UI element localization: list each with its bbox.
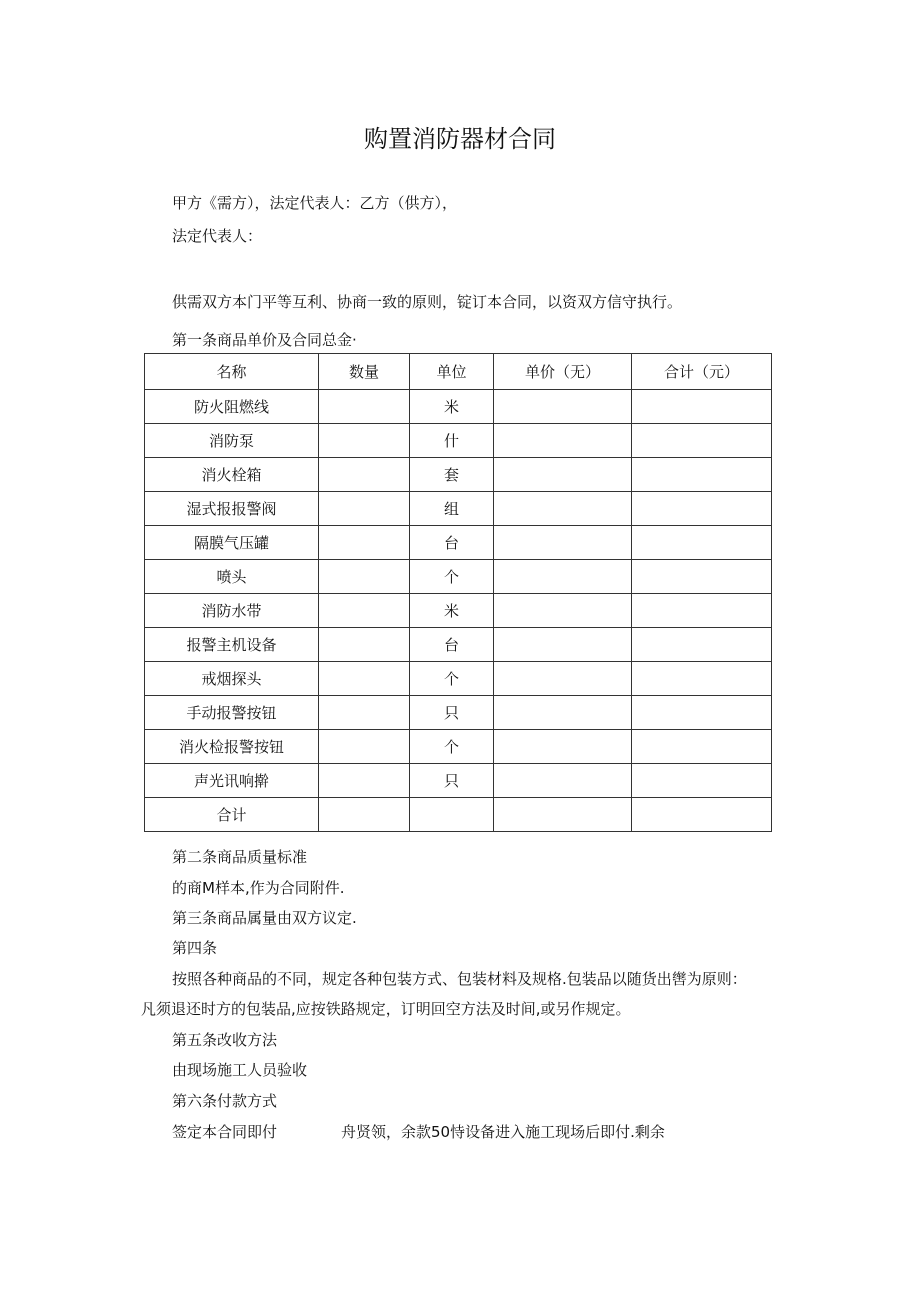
cell-unit: 米 xyxy=(410,594,494,628)
parties-line-1: 甲方《需方），法定代表人：乙方（供方）， xyxy=(172,194,458,212)
cell-total xyxy=(632,594,772,628)
cell-unit: 套 xyxy=(410,458,494,492)
cell-quantity xyxy=(319,424,410,458)
article-2-body: 的商M样本,作为合同附件. xyxy=(172,879,345,897)
article-3-heading: 第三条商品属量由双方议定. xyxy=(172,909,357,927)
cell-total xyxy=(632,390,772,424)
cell-quantity xyxy=(319,560,410,594)
table-row xyxy=(145,696,772,730)
table-row xyxy=(145,662,772,696)
cell-name: 声光讯响擀 xyxy=(145,764,319,798)
article-4-body-line-1: 按照各种商品的不同，规定各种包装方式、包装材料及规格.包装品以随货出辔为原则： xyxy=(172,970,747,988)
cell-name: 防火阻燃线 xyxy=(145,390,319,424)
cell-unit: 个 xyxy=(410,560,494,594)
cell-total xyxy=(632,424,772,458)
table-header-row xyxy=(145,354,772,390)
cell-quantity xyxy=(319,390,410,424)
cell-total xyxy=(632,560,772,594)
cell-quantity xyxy=(319,764,410,798)
cell-unit: 个 xyxy=(410,662,494,696)
cell-total xyxy=(632,798,772,832)
cell-total xyxy=(632,628,772,662)
cell-total xyxy=(632,764,772,798)
cell-unit: 米 xyxy=(410,390,494,424)
article-4-heading: 第四条 xyxy=(172,939,218,957)
article-6-heading: 第六条付款方式 xyxy=(172,1092,278,1110)
table-total-row xyxy=(145,798,772,832)
cell-quantity xyxy=(319,492,410,526)
cell-unit-price xyxy=(494,424,632,458)
article-6-body-start: 签定本合同即付 xyxy=(172,1123,278,1141)
table-row xyxy=(145,628,772,662)
col-header-total: 合计（元） xyxy=(632,354,772,390)
table-row xyxy=(145,560,772,594)
cell-unit-price xyxy=(494,662,632,696)
cell-name: 喷头 xyxy=(145,560,319,594)
cell-total xyxy=(632,492,772,526)
article-2-heading: 第二条商品质量标准 xyxy=(172,848,308,866)
table-row xyxy=(145,492,772,526)
cell-name: 消防水带 xyxy=(145,594,319,628)
cell-quantity xyxy=(319,458,410,492)
cell-unit-price xyxy=(494,696,632,730)
cell-name: 消火栓箱 xyxy=(145,458,319,492)
cell-total xyxy=(632,526,772,560)
cell-unit-price xyxy=(494,526,632,560)
article-5-heading: 第五条改收方法 xyxy=(172,1031,278,1049)
table-row xyxy=(145,424,772,458)
cell-total xyxy=(632,662,772,696)
cell-unit xyxy=(410,798,494,832)
cell-unit-price xyxy=(494,628,632,662)
cell-name: 消火检报警按钮 xyxy=(145,730,319,764)
cell-total xyxy=(632,458,772,492)
cell-name: 湿式报报警阀 xyxy=(145,492,319,526)
cell-quantity xyxy=(319,798,410,832)
article-5-body: 由现场施工人员验收 xyxy=(172,1061,308,1079)
cell-quantity xyxy=(319,730,410,764)
goods-price-table xyxy=(144,353,772,832)
cell-unit-price xyxy=(494,798,632,832)
cell-unit-price xyxy=(494,730,632,764)
article-6-body-end: 舟贤领，余款50恃设备进入施工现场后即付.剩余 xyxy=(341,1123,665,1141)
table-row xyxy=(145,458,772,492)
cell-unit: 个 xyxy=(410,730,494,764)
cell-name: 合计 xyxy=(145,798,319,832)
article-4-body-line-2: 凡须退还时方的包装品,应按铁路规定，订明回空方法及时间,或另作规定。 xyxy=(141,1000,631,1018)
cell-unit-price xyxy=(494,390,632,424)
cell-unit-price xyxy=(494,458,632,492)
cell-name: 报警主机设备 xyxy=(145,628,319,662)
cell-quantity xyxy=(319,526,410,560)
cell-name: 消防泵 xyxy=(145,424,319,458)
cell-unit: 台 xyxy=(410,628,494,662)
intro-paragraph: 供需双方本门平等互利、协商一致的原则，锭订本合同，以资双方信守执行。 xyxy=(172,293,683,311)
cell-total xyxy=(632,730,772,764)
table-row xyxy=(145,390,772,424)
document-title: 购置消防器材合同 xyxy=(364,125,556,153)
table-row xyxy=(145,594,772,628)
cell-unit: 只 xyxy=(410,764,494,798)
table-row xyxy=(145,730,772,764)
cell-quantity xyxy=(319,594,410,628)
cell-name: 隔膜气压罐 xyxy=(145,526,319,560)
cell-unit-price xyxy=(494,594,632,628)
article-1-heading: 第一条商品单价及合同总金· xyxy=(172,331,357,349)
col-header-unit-price: 单价（无） xyxy=(494,354,632,390)
cell-quantity xyxy=(319,696,410,730)
cell-name: 戒烟探头 xyxy=(145,662,319,696)
cell-unit: 只 xyxy=(410,696,494,730)
parties-line-2: 法定代表人： xyxy=(172,227,263,245)
col-header-name: 名称 xyxy=(145,354,319,390)
col-header-unit: 单位 xyxy=(410,354,494,390)
cell-unit: 什 xyxy=(410,424,494,458)
cell-name: 手动报警按钮 xyxy=(145,696,319,730)
cell-unit-price xyxy=(494,492,632,526)
cell-quantity xyxy=(319,662,410,696)
cell-unit: 组 xyxy=(410,492,494,526)
cell-unit: 台 xyxy=(410,526,494,560)
cell-unit-price xyxy=(494,560,632,594)
cell-quantity xyxy=(319,628,410,662)
table-row xyxy=(145,526,772,560)
cell-total xyxy=(632,696,772,730)
table-row xyxy=(145,764,772,798)
col-header-quantity: 数量 xyxy=(319,354,410,390)
cell-unit-price xyxy=(494,764,632,798)
